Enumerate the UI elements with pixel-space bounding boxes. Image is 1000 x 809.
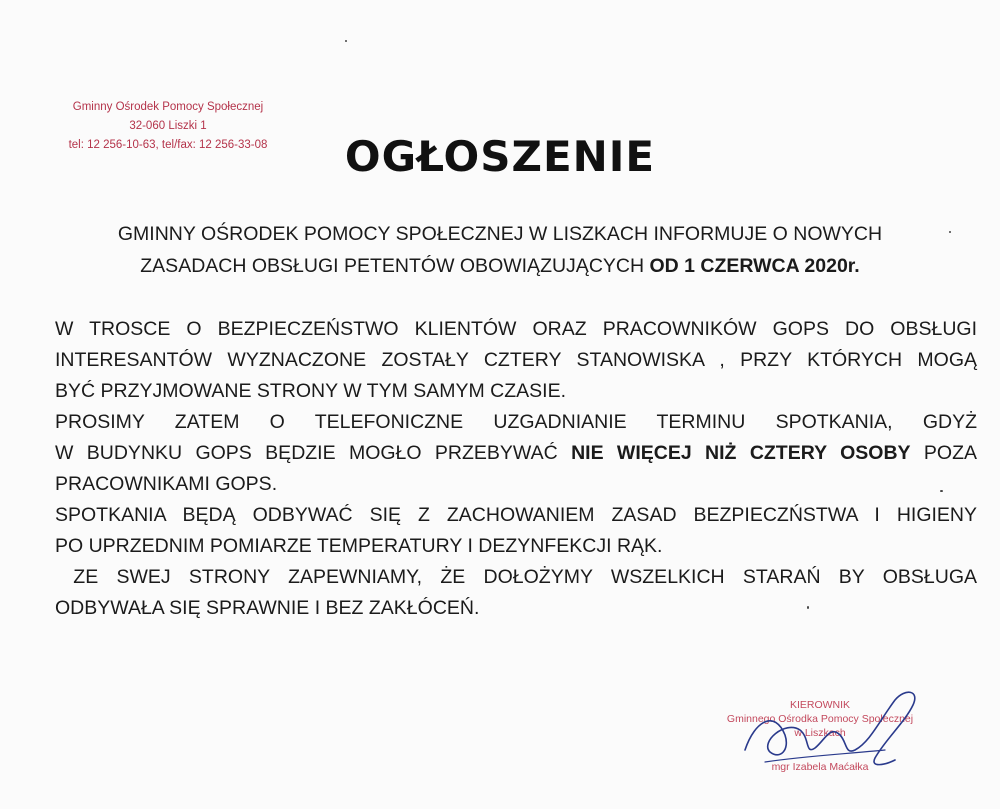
body-line: PO UPRZEDNIM POMIARZE TEMPERATURY I DEZYNFEKCJI RĄK.: [55, 535, 663, 557]
body-line: W TROSCE O BEZPIECZEŃSTWO KLIENTÓW ORAZ PRACOWNIKÓW GOPS DO OBSŁUGI: [55, 318, 977, 340]
notice-title: OGŁOSZENIE: [344, 132, 656, 181]
body-line: PROSIMY ZATEM O TELEFONICZNE UZGADNIANIE TERMINU SPOTKANIA, GDYŻ: [55, 411, 977, 433]
intro-line-2-text: ZASADACH OBSŁUGI PETENTÓW OBOWIĄZUJĄCYCH: [140, 255, 650, 277]
scan-speck: [807, 606, 809, 609]
body-line: PRACOWNIKAMI GOPS.: [55, 473, 278, 495]
body-line: [55, 438, 977, 469]
scan-speck: [345, 40, 347, 42]
scan-speck: [940, 490, 943, 492]
intro-paragraph: [60, 218, 940, 282]
intro-date: OD 1 CZERWCA 2020r.: [649, 255, 860, 277]
max-persons-highlight: NIE WIĘCEJ NIŻ CZTERY OSOBY: [571, 442, 911, 464]
signature-town: w Liszkach: [794, 727, 846, 739]
intro-line-1: GMINNY OŚRODEK POMOCY SPOŁECZNEJ W LISZKACH INFORMUJE O NOWYCH: [117, 223, 883, 245]
notice-body: [55, 314, 977, 624]
body-line: ZE SWEJ STRONY ZAPEWNIAMY, ŻE DOŁOŻYMY WSZELKICH STARAŃ BY OBSŁUGA: [55, 566, 978, 588]
body-line: BYĆ PRZYJMOWANE STRONY W TYM SAMYM CZASIE.: [55, 380, 567, 402]
signature-office: Gminnego Ośrodka Pomocy Społecznej: [726, 713, 914, 725]
body-line: INTERESANTÓW WYZNACZONE ZOSTAŁY CZTERY STANOWISKA , PRZY KTÓRYCH MOGĄ: [55, 349, 977, 371]
signature-name: mgr Izabela Maćałka: [771, 761, 869, 773]
body-line: SPOTKANIA BĘDĄ ODBYWAĆ SIĘ Z ZACHOWANIEM ZASAD BEZPIECZŃSTWA I HIGIENY: [55, 504, 977, 526]
stamp-office-name: Gminny Ośrodek Pomocy Społecznej: [72, 101, 264, 113]
signature-role: KIEROWNIK: [789, 699, 851, 711]
scan-speck: [949, 231, 951, 233]
intro-line-2: [60, 250, 940, 282]
body-line: ODBYWAŁA SIĘ SPRAWNIE I BEZ ZAKŁÓCEŃ.: [55, 597, 480, 619]
stamp-address: 32-060 Liszki 1: [129, 120, 207, 132]
body-text: POZA: [910, 442, 977, 464]
stamp-phone: tel: 12 256-10-63, tel/fax: 12 256-33-08: [68, 139, 268, 151]
handwritten-signature-icon: [735, 680, 935, 780]
body-text: W BUDYNKU GOPS BĘDZIE MOGŁO PRZEBYWAĆ: [55, 442, 572, 464]
